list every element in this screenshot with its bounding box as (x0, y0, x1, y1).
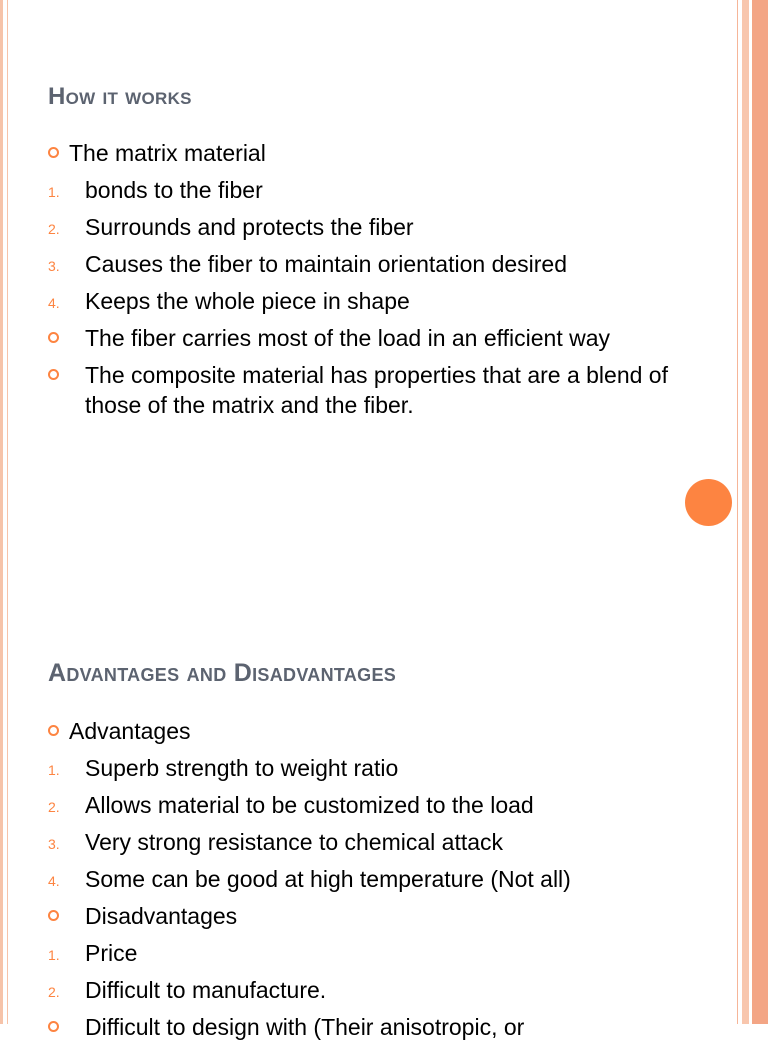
item-number: 2. (48, 799, 60, 815)
slide-content-list (48, 716, 688, 1042)
item-number: 3. (48, 836, 60, 852)
slide-how-it-works (48, 80, 688, 427)
slide-content-list (48, 138, 688, 420)
item-text: Very strong resistance to chemical attack (85, 829, 504, 855)
page-border-right-stripe (742, 0, 749, 1024)
bullet-item (48, 138, 688, 168)
numbered-item (48, 975, 688, 1005)
numbered-item (48, 286, 688, 316)
bullet-item (48, 323, 688, 353)
item-text: Causes the fiber to maintain orientation desired (85, 251, 568, 277)
slide-advantages-disadvantages (48, 656, 688, 1049)
item-text: Difficult to manufacture. (85, 977, 327, 1003)
page-border-right-band (752, 0, 768, 1024)
bullet-item (48, 716, 688, 746)
circle-bullet-icon (48, 147, 59, 158)
circle-bullet-icon (48, 910, 59, 921)
item-number: 2. (48, 221, 60, 237)
numbered-item (48, 938, 688, 968)
numbered-item (48, 753, 688, 783)
item-text: Price (85, 940, 138, 966)
item-text: Difficult to design with (Their anisotropic, or (85, 1014, 525, 1040)
item-text: Surrounds and protects the fiber (85, 214, 414, 240)
item-number: 1. (48, 762, 60, 778)
slide-title: Advantages and Disadvantages (48, 659, 397, 687)
item-number: 1. (48, 947, 60, 963)
numbered-item (48, 212, 688, 242)
numbered-item (48, 175, 688, 205)
item-text: Allows material to be customized to the load (85, 792, 534, 818)
item-text: Advantages (69, 718, 191, 744)
page-border-right-line (737, 0, 738, 1024)
item-text: Disadvantages (85, 903, 238, 929)
slide-divider-dot (685, 479, 732, 526)
item-text: Keeps the whole piece in shape (85, 288, 410, 314)
page-border-left-inner (7, 0, 8, 1024)
item-number: 4. (48, 873, 60, 889)
item-text: The fiber carries most of the load in an efficient way (85, 325, 611, 351)
bullet-item (48, 1012, 688, 1042)
bullet-item (48, 360, 688, 420)
item-text: The matrix material (69, 140, 266, 166)
item-number: 1. (48, 184, 60, 200)
item-text: bonds to the fiber (85, 177, 263, 203)
item-text: Some can be good at high temperature (Not all) (85, 866, 571, 892)
circle-bullet-icon (48, 1021, 59, 1032)
circle-bullet-icon (48, 332, 59, 343)
slide-title: How it works (48, 83, 192, 110)
page-border-left (0, 0, 3, 1024)
item-text: Superb strength to weight ratio (85, 755, 399, 781)
bullet-item (48, 901, 688, 931)
circle-bullet-icon (48, 369, 59, 380)
numbered-item (48, 790, 688, 820)
circle-bullet-icon (48, 725, 59, 736)
numbered-item (48, 827, 688, 857)
item-number: 3. (48, 258, 60, 274)
numbered-item (48, 249, 688, 279)
numbered-item (48, 864, 688, 894)
item-text: The composite material has properties that are a blend of those of the matrix and the fiber. (85, 362, 668, 418)
item-number: 4. (48, 295, 60, 311)
item-number: 2. (48, 984, 60, 1000)
